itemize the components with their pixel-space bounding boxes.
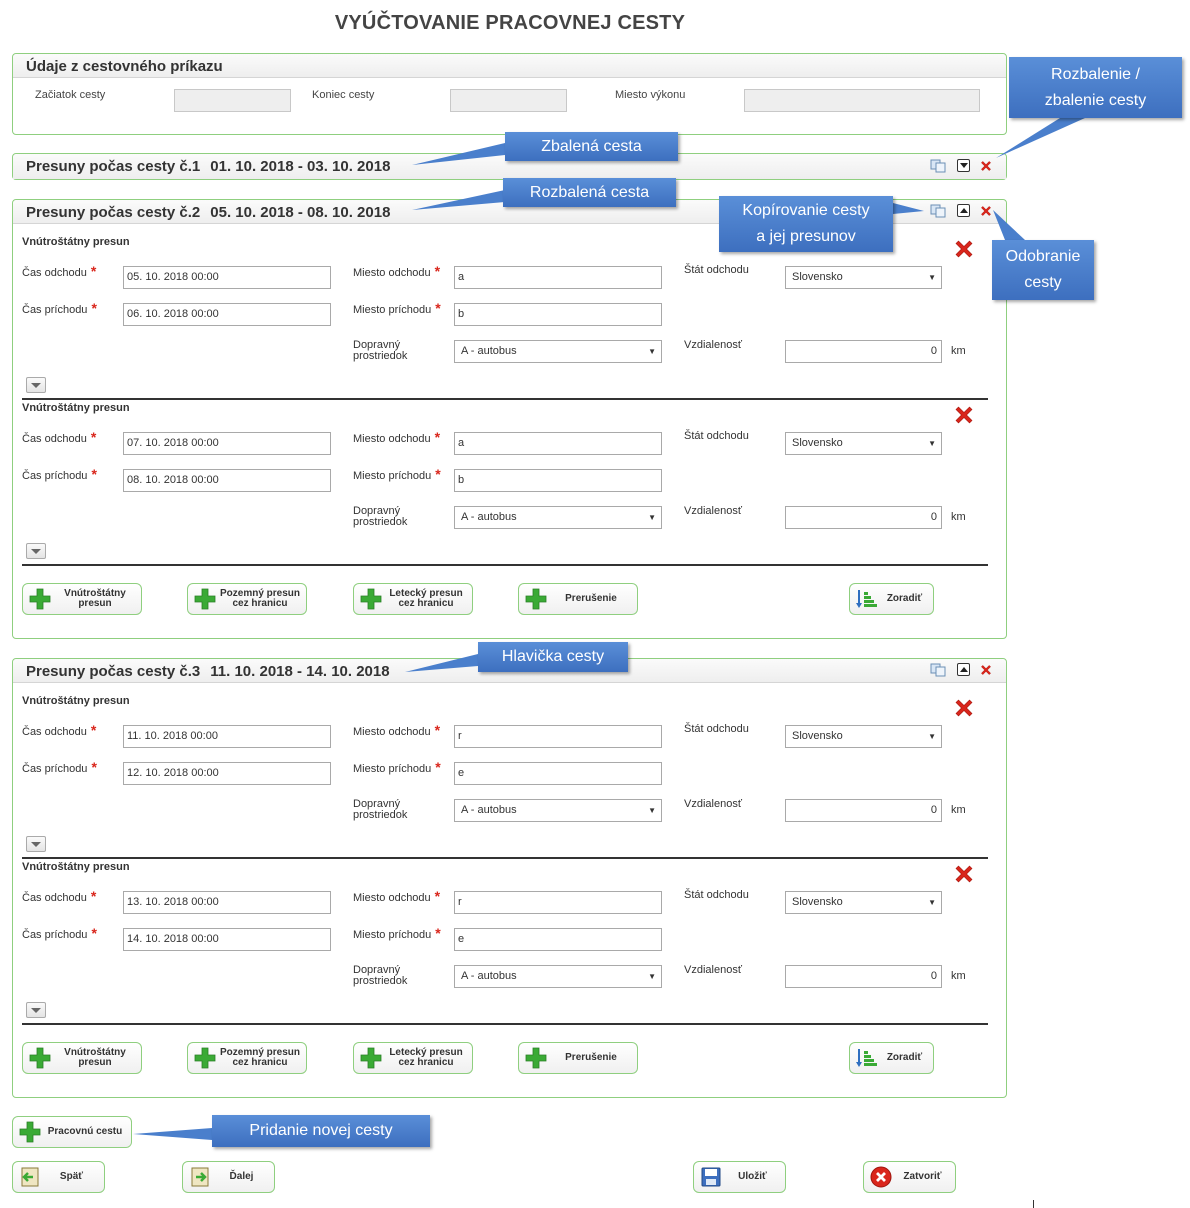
delete-move-icon[interactable] [952, 696, 976, 720]
order-info-panel [12, 53, 1007, 135]
delete-move-icon[interactable] [952, 862, 976, 886]
move-section-title: Vnútroštátny presun [22, 695, 130, 707]
copy-trip-icon[interactable] [930, 159, 946, 173]
add-air-cross-border-button-label [384, 584, 468, 614]
transport-select[interactable] [454, 340, 662, 363]
transport-label-line1: Dopravný [353, 798, 401, 810]
add-ground-cross-border-button-label-line2: cez hranicu [232, 598, 288, 609]
transport-value: A - autobus [461, 345, 517, 357]
departure-place-label-text: Miesto odchodu [353, 726, 431, 738]
expand-move-icon[interactable] [26, 377, 46, 393]
delete-move-icon[interactable] [952, 403, 976, 427]
arrival-time-input[interactable]: 14. 10. 2018 00:00 [123, 928, 331, 951]
callout-copy [719, 196, 893, 252]
collapse-trip-icon[interactable] [957, 204, 970, 217]
required-mark: * [435, 925, 441, 941]
departure-country-select[interactable] [785, 725, 942, 748]
departure-time-input[interactable]: 11. 10. 2018 00:00 [123, 725, 331, 748]
arrival-place-label-text: Miesto príchodu [353, 763, 432, 775]
sort-icon [856, 1047, 878, 1069]
arrival-place-label-text: Miesto príchodu [353, 470, 432, 482]
add-ground-cross-border-button-label-line2: cez hranicu [232, 1057, 288, 1068]
callout-header: Hlavička cesty [478, 642, 628, 672]
distance-input[interactable]: 0 [785, 965, 942, 988]
expand-move-icon[interactable] [26, 836, 46, 852]
required-mark: * [90, 429, 97, 445]
sort-button-label: Zoradiť [886, 593, 923, 604]
arrival-place-input[interactable]: e [454, 762, 662, 785]
plus-icon [194, 588, 216, 610]
departure-time-input[interactable]: 05. 10. 2018 00:00 [123, 266, 331, 289]
sort-button[interactable] [849, 583, 934, 615]
arrival-time-label [22, 759, 97, 775]
add-domestic-move-button[interactable] [22, 583, 142, 615]
add-air-cross-border-button-label-wrap [389, 1048, 462, 1068]
distance-unit: km [951, 345, 966, 357]
callout-expand-collapse [1009, 57, 1182, 118]
transport-label-line2: prostriedok [353, 350, 408, 362]
dropdown-arrow-icon: ▼ [928, 273, 936, 282]
add-break-button-label: Prerušenie [565, 1052, 617, 1063]
back-button[interactable] [12, 1161, 105, 1193]
trip-panel-3 [12, 658, 1007, 1098]
required-mark: * [91, 925, 97, 941]
transport-label-line1: Dopravný [353, 964, 401, 976]
departure-country-select[interactable] [785, 891, 942, 914]
add-trip-label: Pracovnú cestu [47, 1126, 123, 1137]
country-value: Slovensko [792, 896, 843, 908]
required-mark: * [434, 722, 441, 738]
trip-header-text-2 [26, 204, 390, 221]
departure-place-label [353, 888, 440, 904]
callout-copy-line1: Kopírovanie cesty [742, 202, 870, 219]
departure-country-label: Štát odchodu [684, 889, 749, 901]
callout-add-trip: Pridanie novej cesty [212, 1115, 430, 1147]
add-air-cross-border-button-label-line1: Letecký presun [389, 1047, 463, 1058]
dropdown-arrow-icon: ▼ [648, 806, 656, 815]
required-mark: * [90, 263, 97, 279]
add-domestic-move-button-label [53, 1043, 137, 1073]
callout-collapsed: Zbalená cesta [505, 132, 678, 161]
sort-icon [856, 588, 878, 610]
transport-select[interactable] [454, 965, 662, 988]
departure-place-input[interactable]: r [454, 725, 662, 748]
transport-label-line2: prostriedok [353, 809, 408, 821]
expand-trip-icon[interactable] [957, 159, 970, 172]
add-domestic-move-button-label-wrap [64, 589, 126, 609]
expand-move-icon[interactable] [26, 1002, 46, 1018]
delete-trip-icon[interactable] [979, 159, 993, 173]
departure-place-label-text: Miesto odchodu [353, 892, 431, 904]
add-ground-cross-border-button-label-line1: Pozemný presun [219, 588, 301, 599]
trip-header-text-3 [26, 663, 390, 680]
required-mark: * [91, 759, 97, 775]
plus-icon [29, 588, 51, 610]
add-air-cross-border-button-label-line1: Letecký presun [389, 588, 463, 599]
transport-value: A - autobus [461, 511, 517, 523]
country-value: Slovensko [792, 437, 843, 449]
distance-label: Vzdialenosť [684, 339, 742, 351]
required-mark: * [435, 300, 441, 316]
arrival-time-label-text: Čas príchodu [22, 763, 88, 775]
arrival-place-label-text: Miesto príchodu [353, 304, 432, 316]
departure-place-input[interactable]: a [454, 432, 662, 455]
trip-title-3: Presuny počas cesty č.3 [26, 663, 201, 680]
arrival-time-input[interactable]: 08. 10. 2018 00:00 [123, 469, 331, 492]
move-separator [22, 857, 988, 859]
transport-label-line2: prostriedok [353, 516, 408, 528]
dropdown-arrow-icon: ▼ [648, 972, 656, 981]
departure-time-label [22, 263, 96, 279]
delete-move-icon[interactable] [952, 237, 976, 261]
move-section-title: Vnútroštátny presun [22, 861, 130, 873]
transport-label [353, 965, 407, 987]
callout-remove-line2: cesty [1024, 274, 1062, 291]
dropdown-arrow-icon: ▼ [928, 732, 936, 741]
required-mark: * [91, 466, 97, 482]
departure-place-label [353, 722, 440, 738]
departure-place-label [353, 429, 440, 445]
plus-icon [360, 588, 382, 610]
add-break-button[interactable] [518, 1042, 638, 1074]
callout-remove [992, 240, 1094, 300]
order-info-title: Údaje z cestovného príkazu [26, 58, 223, 75]
required-mark: * [434, 263, 441, 279]
required-mark: * [91, 300, 97, 316]
departure-time-label [22, 888, 96, 904]
add-ground-cross-border-button-label-wrap [220, 1048, 300, 1068]
arrival-time-label [22, 466, 97, 482]
transport-label-line1: Dopravný [353, 505, 401, 517]
arrival-place-input[interactable]: e [454, 928, 662, 951]
arrival-place-label [353, 300, 441, 316]
add-ground-cross-border-button[interactable] [187, 1042, 307, 1074]
dropdown-arrow-icon: ▼ [648, 513, 656, 522]
close-button[interactable] [863, 1161, 956, 1193]
add-break-button-label: Prerušenie [565, 593, 617, 604]
close-label: Zatvoriť [903, 1171, 942, 1182]
required-mark: * [90, 722, 97, 738]
arrival-time-label [22, 300, 97, 316]
departure-time-input[interactable]: 07. 10. 2018 00:00 [123, 432, 331, 455]
transport-label [353, 799, 407, 821]
add-domestic-move-button-label-line1: Vnútroštátny [64, 588, 126, 599]
close-icon [870, 1166, 892, 1188]
cursor-mark [1033, 1200, 1034, 1208]
arrival-time-input[interactable]: 12. 10. 2018 00:00 [123, 762, 331, 785]
add-air-cross-border-button-label-wrap [389, 589, 462, 609]
sort-button[interactable] [849, 1042, 934, 1074]
transport-value: A - autobus [461, 804, 517, 816]
departure-time-label-text: Čas odchodu [22, 267, 87, 279]
arrival-time-label-text: Čas príchodu [22, 470, 88, 482]
delete-trip-icon[interactable] [979, 663, 993, 677]
save-button[interactable] [693, 1161, 786, 1193]
move-separator [22, 564, 988, 566]
callout-copy-line2: a jej presunov [756, 228, 856, 245]
add-domestic-move-button-label-line2: presun [78, 598, 112, 609]
add-break-button[interactable] [518, 583, 638, 615]
required-mark: * [90, 888, 97, 904]
add-air-cross-border-button-label-line2: cez hranicu [398, 598, 454, 609]
arrival-place-label [353, 759, 441, 775]
departure-country-label: Štát odchodu [684, 723, 749, 735]
departure-time-label [22, 429, 96, 445]
work-place-field [744, 89, 980, 112]
dropdown-arrow-icon: ▼ [648, 347, 656, 356]
work-place-label: Miesto výkonu [615, 89, 686, 101]
departure-place-input[interactable]: r [454, 891, 662, 914]
departure-place-label [353, 263, 440, 279]
arrival-time-label-text: Čas príchodu [22, 304, 88, 316]
copy-trip-icon[interactable] [930, 663, 946, 677]
copy-trip-icon[interactable] [930, 204, 946, 218]
next-button[interactable] [182, 1161, 275, 1193]
back-label: Späť [59, 1171, 84, 1182]
distance-label: Vzdialenosť [684, 798, 742, 810]
transport-select[interactable] [454, 506, 662, 529]
save-icon [700, 1166, 722, 1188]
callout-expand-collapse-line2: zbalenie cesty [1044, 91, 1147, 109]
departure-country-select[interactable] [785, 432, 942, 455]
arrival-time-label-text: Čas príchodu [22, 929, 88, 941]
expand-move-icon[interactable] [26, 543, 46, 559]
transport-label-line2: prostriedok [353, 975, 408, 987]
dropdown-arrow-icon: ▼ [928, 898, 936, 907]
callout-expand-collapse-line1: Rozbalenie / [1051, 65, 1140, 83]
move-section-title: Vnútroštátny presun [22, 236, 130, 248]
add-domestic-move-button-label-line1: Vnútroštátny [64, 1047, 126, 1058]
required-mark: * [435, 466, 441, 482]
trip-dates-3: 11. 10. 2018 - 14. 10. 2018 [210, 663, 390, 680]
trip-end-field [450, 89, 567, 112]
country-value: Slovensko [792, 730, 843, 742]
add-ground-cross-border-button-label [218, 584, 302, 614]
departure-country-label: Štát odchodu [684, 430, 749, 442]
delete-trip-icon[interactable] [979, 204, 993, 218]
transport-label-line1: Dopravný [353, 339, 401, 351]
next-icon [189, 1166, 211, 1188]
departure-place-label-text: Miesto odchodu [353, 433, 431, 445]
distance-input[interactable]: 0 [785, 506, 942, 529]
departure-time-label-text: Čas odchodu [22, 892, 87, 904]
trip-start-label: Začiatok cesty [35, 89, 106, 101]
trip-panel-2 [12, 199, 1007, 639]
plus-icon [29, 1047, 51, 1069]
departure-country-label: Štát odchodu [684, 264, 749, 276]
distance-input[interactable]: 0 [785, 340, 942, 363]
add-domestic-move-button-label-wrap [64, 1048, 126, 1068]
distance-unit: km [951, 970, 966, 982]
move-separator [22, 398, 988, 400]
departure-time-label-text: Čas odchodu [22, 726, 87, 738]
add-ground-cross-border-button-label-wrap [220, 589, 300, 609]
arrival-place-label-text: Miesto príchodu [353, 929, 432, 941]
add-air-cross-border-button-label [384, 1043, 468, 1073]
transport-select[interactable] [454, 799, 662, 822]
add-air-cross-border-button-label-line2: cez hranicu [398, 1057, 454, 1068]
add-air-cross-border-button[interactable] [353, 583, 473, 615]
departure-time-input[interactable]: 13. 10. 2018 00:00 [123, 891, 331, 914]
arrival-place-input[interactable]: b [454, 469, 662, 492]
arrival-place-label [353, 925, 441, 941]
trip-title-2: Presuny počas cesty č.2 [26, 204, 201, 221]
plus-icon [19, 1121, 41, 1143]
arrival-time-input[interactable]: 06. 10. 2018 00:00 [123, 303, 331, 326]
departure-time-label [22, 722, 96, 738]
add-domestic-move-button-label-line2: presun [78, 1057, 112, 1068]
transport-label [353, 506, 407, 528]
trip-header-text-1 [26, 158, 390, 175]
departure-place-label-text: Miesto odchodu [353, 267, 431, 279]
distance-unit: km [951, 804, 966, 816]
plus-icon [525, 588, 547, 610]
transport-label [353, 340, 407, 362]
add-ground-cross-border-button-label [218, 1043, 302, 1073]
distance-label: Vzdialenosť [684, 505, 742, 517]
back-icon [19, 1166, 41, 1188]
trip-dates-2: 05. 10. 2018 - 08. 10. 2018 [210, 204, 391, 221]
collapse-trip-icon[interactable] [957, 663, 970, 676]
move-section-title: Vnútroštátny presun [22, 402, 130, 414]
transport-value: A - autobus [461, 970, 517, 982]
trip-dates-1: 01. 10. 2018 - 03. 10. 2018 [210, 158, 391, 175]
arrival-place-input[interactable]: b [454, 303, 662, 326]
dropdown-arrow-icon: ▼ [928, 439, 936, 448]
plus-icon [194, 1047, 216, 1069]
callout-remove-line1: Odobranie [1005, 248, 1081, 265]
callout-expanded: Rozbalená cesta [503, 178, 676, 207]
order-info-header [13, 54, 1006, 78]
add-ground-cross-border-button[interactable] [187, 583, 307, 615]
departure-country-select[interactable] [785, 266, 942, 289]
departure-time-label-text: Čas odchodu [22, 433, 87, 445]
required-mark: * [434, 429, 441, 445]
sort-button-label: Zoradiť [886, 1052, 923, 1063]
add-domestic-move-button-label [53, 584, 137, 614]
add-ground-cross-border-button-label-line1: Pozemný presun [219, 1047, 301, 1058]
arrival-time-label [22, 925, 97, 941]
country-value: Slovensko [792, 271, 843, 283]
page-title: VYÚČTOVANIE PRACOVNEJ CESTY [334, 12, 686, 34]
distance-unit: km [951, 511, 966, 523]
arrival-place-label [353, 466, 441, 482]
trip-start-field [174, 89, 291, 112]
plus-icon [360, 1047, 382, 1069]
distance-label: Vzdialenosť [684, 964, 742, 976]
departure-place-input[interactable]: a [454, 266, 662, 289]
trip-end-label: Koniec cesty [312, 89, 375, 101]
required-mark: * [435, 759, 441, 775]
trip-title-1: Presuny počas cesty č.1 [26, 158, 201, 175]
add-air-cross-border-button[interactable] [353, 1042, 473, 1074]
next-label: Ďalej [229, 1171, 254, 1182]
move-separator [22, 1023, 988, 1025]
distance-input[interactable]: 0 [785, 799, 942, 822]
add-trip-button[interactable] [12, 1116, 132, 1148]
save-label: Uložiť [738, 1171, 767, 1182]
required-mark: * [434, 888, 441, 904]
plus-icon [525, 1047, 547, 1069]
add-domestic-move-button[interactable] [22, 1042, 142, 1074]
